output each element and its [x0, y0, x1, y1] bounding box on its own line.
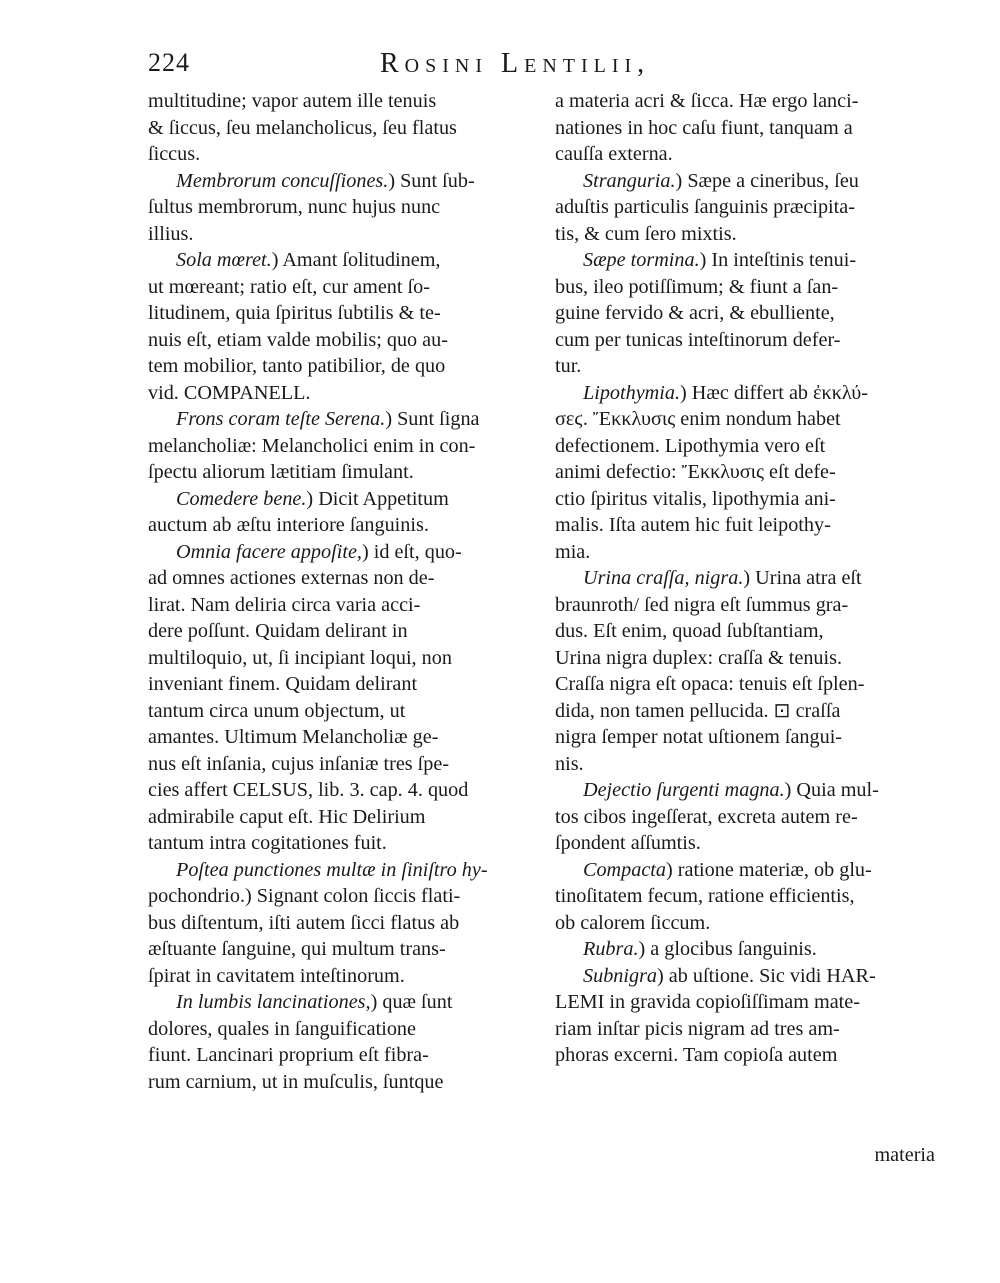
- text-line: σεϛ. Ἔκκλυσις enim nondum habet: [555, 408, 841, 430]
- text-line: tem mobilior, tanto patibilior, de quo: [148, 355, 446, 377]
- text-line: mia.: [555, 540, 591, 563]
- text-line: bus, ileo potiſſimum; & fiunt a ſan-: [555, 275, 839, 298]
- text-line: pochondrio.) Signant colon ſiccis flati-: [148, 885, 461, 907]
- text-line: aduſtis particulis ſanguinis præcipita-: [555, 196, 855, 218]
- text-line: dus. Eſt enim, quoad ſubſtantiam,: [555, 620, 824, 642]
- text-line: tis, & cum ſero mixtis.: [555, 222, 737, 245]
- right-entry: [555, 963, 940, 1069]
- right-entry: [555, 168, 940, 248]
- page-number: 224: [148, 48, 190, 77]
- text-line: æſtuante ſanguine, qui multum trans-: [148, 938, 446, 960]
- left-entry: [148, 168, 533, 248]
- right-entry: [555, 247, 940, 380]
- text-line: ad omnes actiones externas non de-: [148, 567, 435, 589]
- text-line: ſpondent aſſumtis.: [555, 832, 701, 854]
- lemma: Stranguria.: [583, 169, 676, 192]
- text-line: amantes. Ultimum Melancholiæ ge-: [148, 726, 439, 748]
- text-line: ſiccus.: [148, 143, 201, 165]
- catchword: materia: [874, 1144, 935, 1166]
- text-line: Frons coram teſte Serena.) Sunt ſigna: [176, 408, 480, 430]
- lemma: Rubra.: [583, 938, 639, 960]
- lemma: Sæpe tormina.: [583, 249, 700, 271]
- text-line: riam inſtar picis nigram ad tres am-: [555, 1017, 840, 1040]
- left-entry: [148, 88, 533, 168]
- text-line: admirabile caput eſt. Hic Delirium: [148, 805, 426, 828]
- text-line: In lumbis lancinationes,) quæ ſunt: [176, 991, 453, 1013]
- lemma: Lipothymia.: [583, 381, 681, 404]
- text-line: Sola mœret.) Amant ſolitudinem,: [176, 249, 441, 271]
- text-line: Rubra.) a glocibus ſanguinis.: [583, 938, 817, 960]
- text-line: auctum ab æſtu interiore ſanguinis.: [148, 514, 429, 536]
- text-line: litudinem, quia ſpiritus ſubtilis & te-: [148, 302, 441, 324]
- text-line: braunroth/ ſed nigra eſt ſummus gra-: [555, 593, 849, 616]
- text-line: ut mœreant; ratio eſt, cur ament ſo-: [148, 275, 430, 298]
- text-line: malis. Iſta autem hic fuit leipothy-: [555, 514, 831, 536]
- text-line: multitudine; vapor autem ille tenuis: [148, 90, 437, 112]
- text-line: Lipothymia.) Hæc differt ab ἐκκλύ-: [583, 381, 869, 404]
- text-line: ctio ſpiritus vitalis, lipothymia ani-: [555, 487, 836, 510]
- left-entry: [148, 989, 533, 1095]
- right-entry: [555, 88, 940, 168]
- text-line: & ſiccus, ſeu melancholicus, ſeu flatus: [148, 116, 457, 139]
- text-line: tinoſitatem fecum, ratione efficientis,: [555, 885, 855, 907]
- text-line: cauſſa externa.: [555, 143, 673, 165]
- text-line: inveniant finem. Quidam delirant: [148, 673, 418, 695]
- text-line: dere poſſunt. Quidam delirant in: [148, 620, 408, 642]
- text-line: nis.: [555, 752, 584, 775]
- text-line: nationes in hoc caſu fiunt, tanquam a: [555, 116, 853, 139]
- text-line: guine fervido & acri, & ebulliente,: [555, 302, 835, 324]
- text-line: Dejectio ſurgenti magna.) Quia mul-: [583, 779, 879, 801]
- text-line: phoras excerni. Tam copioſa autem: [555, 1044, 838, 1066]
- text-line: ob calorem ſiccum.: [555, 911, 711, 934]
- right-column: [555, 88, 940, 1069]
- text-line: bus diſtentum, iſti autem ſicci flatus ab: [148, 911, 460, 934]
- text-line: melancholiæ: Melancholici enim in con-: [148, 434, 476, 457]
- text-line: Craſſa nigra eſt opaca: tenuis eſt ſplen-: [555, 673, 865, 695]
- left-entry: [148, 247, 533, 406]
- lemma: Frons coram teſte Serena.: [176, 408, 386, 430]
- text-line: fiunt. Lancinari proprium eſt fibra-: [148, 1044, 429, 1066]
- text-line: nuis eſt, etiam valde mobilis; quo au-: [148, 328, 448, 351]
- text-line: LEMI in gravida copioſiſſimam mate-: [555, 991, 860, 1013]
- lemma: Poſtea punctiones multæ in ſiniſtro hy-: [176, 858, 488, 881]
- lemma: Membrorum concuſſiones.: [176, 169, 389, 192]
- text-line: dolores, quales in ſanguificatione: [148, 1017, 416, 1040]
- lemma: Omnia facere appoſite,: [176, 540, 362, 563]
- lemma: Comedere bene.: [176, 487, 307, 510]
- text-line: nigra ſemper notat uſtionem ſangui-: [555, 726, 843, 748]
- text-line: Urina nigra duplex: craſſa & tenuis.: [555, 646, 843, 669]
- text-line: defectionem. Lipothymia vero eſt: [555, 434, 826, 457]
- text-line: a materia acri & ſicca. Hæ ergo lanci-: [555, 90, 859, 112]
- text-line: tos cibos ingeſſerat, excreta autem re-: [555, 805, 858, 828]
- text-line: Stranguria.) Sæpe a cineribus, ſeu: [583, 169, 859, 192]
- running-head: Rosini Lentilii,: [380, 48, 651, 79]
- text-line: cies affert CELSUS, lib. 3. cap. 4. quod: [148, 779, 469, 801]
- text-line: Compacta) ratione materiæ, ob glu-: [583, 858, 872, 881]
- text-line: Sæpe tormina.) In inteſtinis tenui-: [583, 249, 857, 271]
- text-line: tur.: [555, 355, 582, 377]
- text-line: nus eſt inſania, cujus inſaniæ tres ſpe-: [148, 752, 450, 775]
- right-entry: [555, 380, 940, 566]
- lemma: Sola mœret.: [176, 249, 272, 271]
- text-line: dida, non tamen pellucida. ⊡ craſſa: [555, 699, 841, 722]
- text-line: rum carnium, ut in muſculis, ſuntque: [148, 1070, 444, 1093]
- text-line: illius.: [148, 222, 194, 245]
- text-line: Subnigra) ab uſtione. Sic vidi HAR-: [583, 964, 876, 987]
- left-entry: [148, 539, 533, 857]
- left-entry: [148, 486, 533, 539]
- text-line: tantum intra cogitationes fuit.: [148, 832, 387, 854]
- lemma: Subnigra: [583, 964, 658, 987]
- left-column: [148, 88, 533, 1095]
- text-line: cum per tunicas inteſtinorum defer-: [555, 328, 841, 351]
- text-line: ſpirat in cavitatem inteſtinorum.: [148, 964, 405, 987]
- right-entry: [555, 936, 940, 963]
- text-line: Membrorum concuſſiones.) Sunt ſub-: [176, 169, 475, 192]
- lemma: In lumbis lancinationes,: [176, 991, 371, 1013]
- lemma: Compacta: [583, 858, 666, 881]
- right-entry: [555, 565, 940, 777]
- text-line: ſpectu aliorum lætitiam ſimulant.: [148, 461, 414, 483]
- text-line: lirat. Nam deliria circa varia acci-: [148, 593, 421, 616]
- page-header: [148, 48, 944, 88]
- text-line: multiloquio, ut, ſi incipiant loqui, non: [148, 646, 452, 669]
- text-line: ſultus membrorum, nunc hujus nunc: [148, 196, 441, 218]
- right-entry: [555, 857, 940, 937]
- lemma: Urina craſſa, nigra.: [583, 567, 744, 589]
- lemma: Dejectio ſurgenti magna.: [583, 779, 785, 801]
- left-entry: [148, 406, 533, 486]
- text-line: Urina craſſa, nigra.) Urina atra eſt: [583, 567, 862, 589]
- text-line: Omnia facere appoſite,) id eſt, quo-: [176, 540, 462, 563]
- text-line: [148, 857, 533, 884]
- text-line: animi defectio: Ἔκκλυσις eſt defe-: [555, 461, 836, 483]
- text-line: Comedere bene.) Dicit Appetitum: [176, 487, 449, 510]
- right-entry: [555, 777, 940, 857]
- left-entry: [148, 857, 533, 990]
- text-line: tantum circa unum objectum, ut: [148, 699, 406, 722]
- text-line: vid. COMPANELL.: [148, 381, 311, 404]
